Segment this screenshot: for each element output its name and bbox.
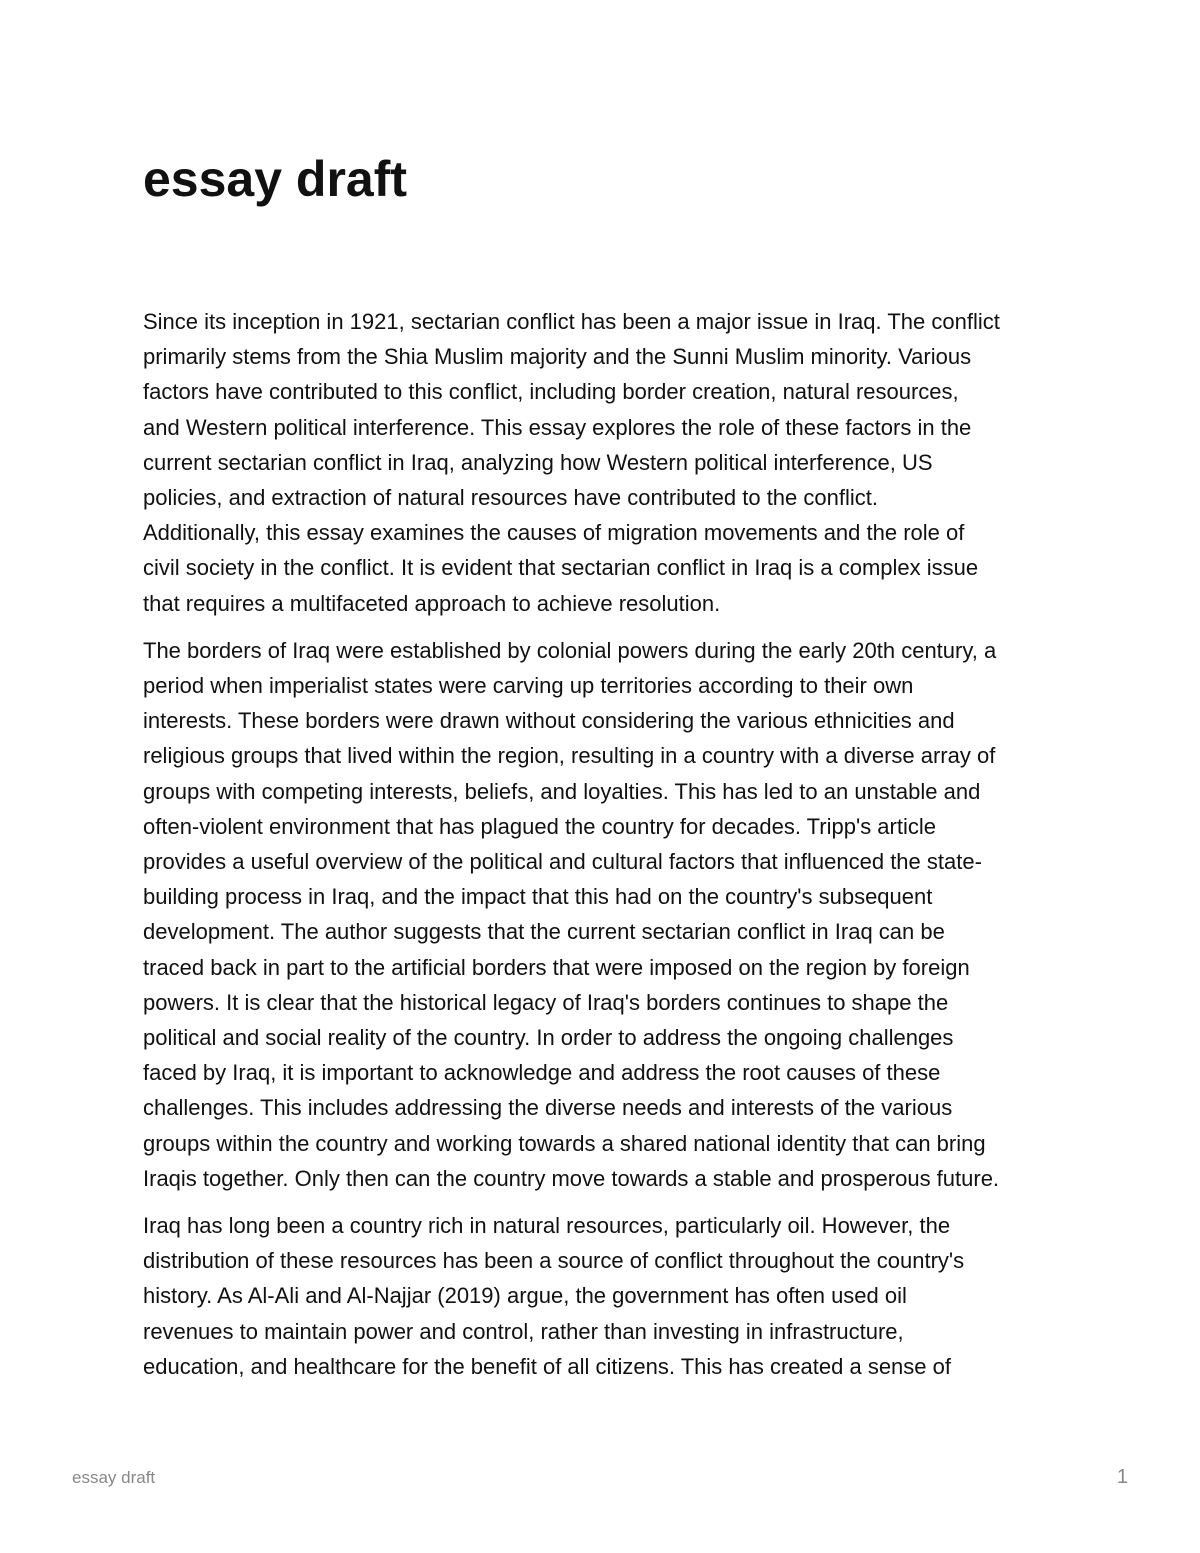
paragraph-line: faced by Iraq, it is important to acknowledge and address the root causes of these [143,1060,941,1086]
paragraph-line: building process in Iraq, and the impact that this had on the country's subsequent [143,884,933,910]
paragraph-line: religious groups that lived within the region, resulting in a country with a diverse array of [143,743,996,769]
paragraph-line: interests. These borders were drawn without considering the various ethnicities and [143,708,955,734]
paragraph-line: provides a useful overview of the political and cultural factors that influenced the state- [143,849,982,875]
paragraph-line: development. The author suggests that the current sectarian conflict in Iraq can be [143,919,945,945]
paragraph-line: education, and healthcare for the benefit of all citizens. This has created a sense of [143,1353,951,1379]
paragraph-line: challenges. This includes addressing the diverse needs and interests of the various [143,1095,953,1121]
paragraph-2 [143,633,1068,1196]
paragraph-line: traced back in part to the artificial borders that were imposed on the region by foreign [143,954,970,980]
paragraph-line: Iraq has long been a country rich in natural resources, particularly oil. However, the [143,1213,951,1239]
paragraph-line: primarily stems from the Shia Muslim majority and the Sunni Muslim minority. Various [143,344,972,370]
paragraph-line: often-violent environment that has plagued the country for decades. Tripp's article [143,813,936,839]
paragraph-line: Since its inception in 1921, sectarian conflict has been a major issue in Iraq. The conflict [143,309,1000,334]
paragraph-1 [143,304,1068,621]
footer-page-number: 1 [1116,1466,1128,1488]
paragraph-line: and Western political interference. This essay explores the role of these factors in the [143,414,972,440]
paragraph-line: policies, and extraction of natural resources have contributed to the conflict. [143,485,878,511]
document-body [143,304,1068,1396]
paragraph-line: civil society in the conflict. It is evident that sectarian conflict in Iraq is a complex issue [143,555,979,581]
paragraph-line: history. As Al-Ali and Al-Najjar (2019) argue, the government has often used oil [143,1283,907,1309]
paragraph-3 [143,1208,1068,1384]
paragraph-line: revenues to maintain power and control, rather than investing in infrastructure, [143,1318,904,1344]
paragraph-line: current sectarian conflict in Iraq, analyzing how Western political interference, US [143,449,933,475]
paragraph-line: distribution of these resources has been a source of conflict throughout the country's [143,1248,965,1274]
paragraph-line: Additionally, this essay examines the causes of migration movements and the role of [143,520,965,546]
paragraph-line: factors have contributed to this conflict, including border creation, natural resources, [143,379,959,405]
paragraph-line: Iraqis together. Only then can the country move towards a stable and prosperous future. [143,1165,1000,1191]
paragraph-line: political and social reality of the country. In order to address the ongoing challenges [143,1025,954,1051]
paragraph-line: groups within the country and working towards a shared national identity that can bring [143,1130,986,1156]
document-title: essay draft [143,151,408,207]
paragraph-line: period when imperialist states were carving up territories according to their own [143,673,914,699]
paragraph-line: The borders of Iraq were established by colonial powers during the early 20th century, a [143,637,997,663]
paragraph-line: groups with competing interests, beliefs, and loyalties. This has led to an unstable and [143,778,981,804]
paragraph-line: powers. It is clear that the historical legacy of Iraq's borders continues to shape the [143,989,949,1015]
footer-document-title: essay draft [72,1468,156,1487]
paragraph-line: that requires a multifaceted approach to achieve resolution. [143,590,721,616]
